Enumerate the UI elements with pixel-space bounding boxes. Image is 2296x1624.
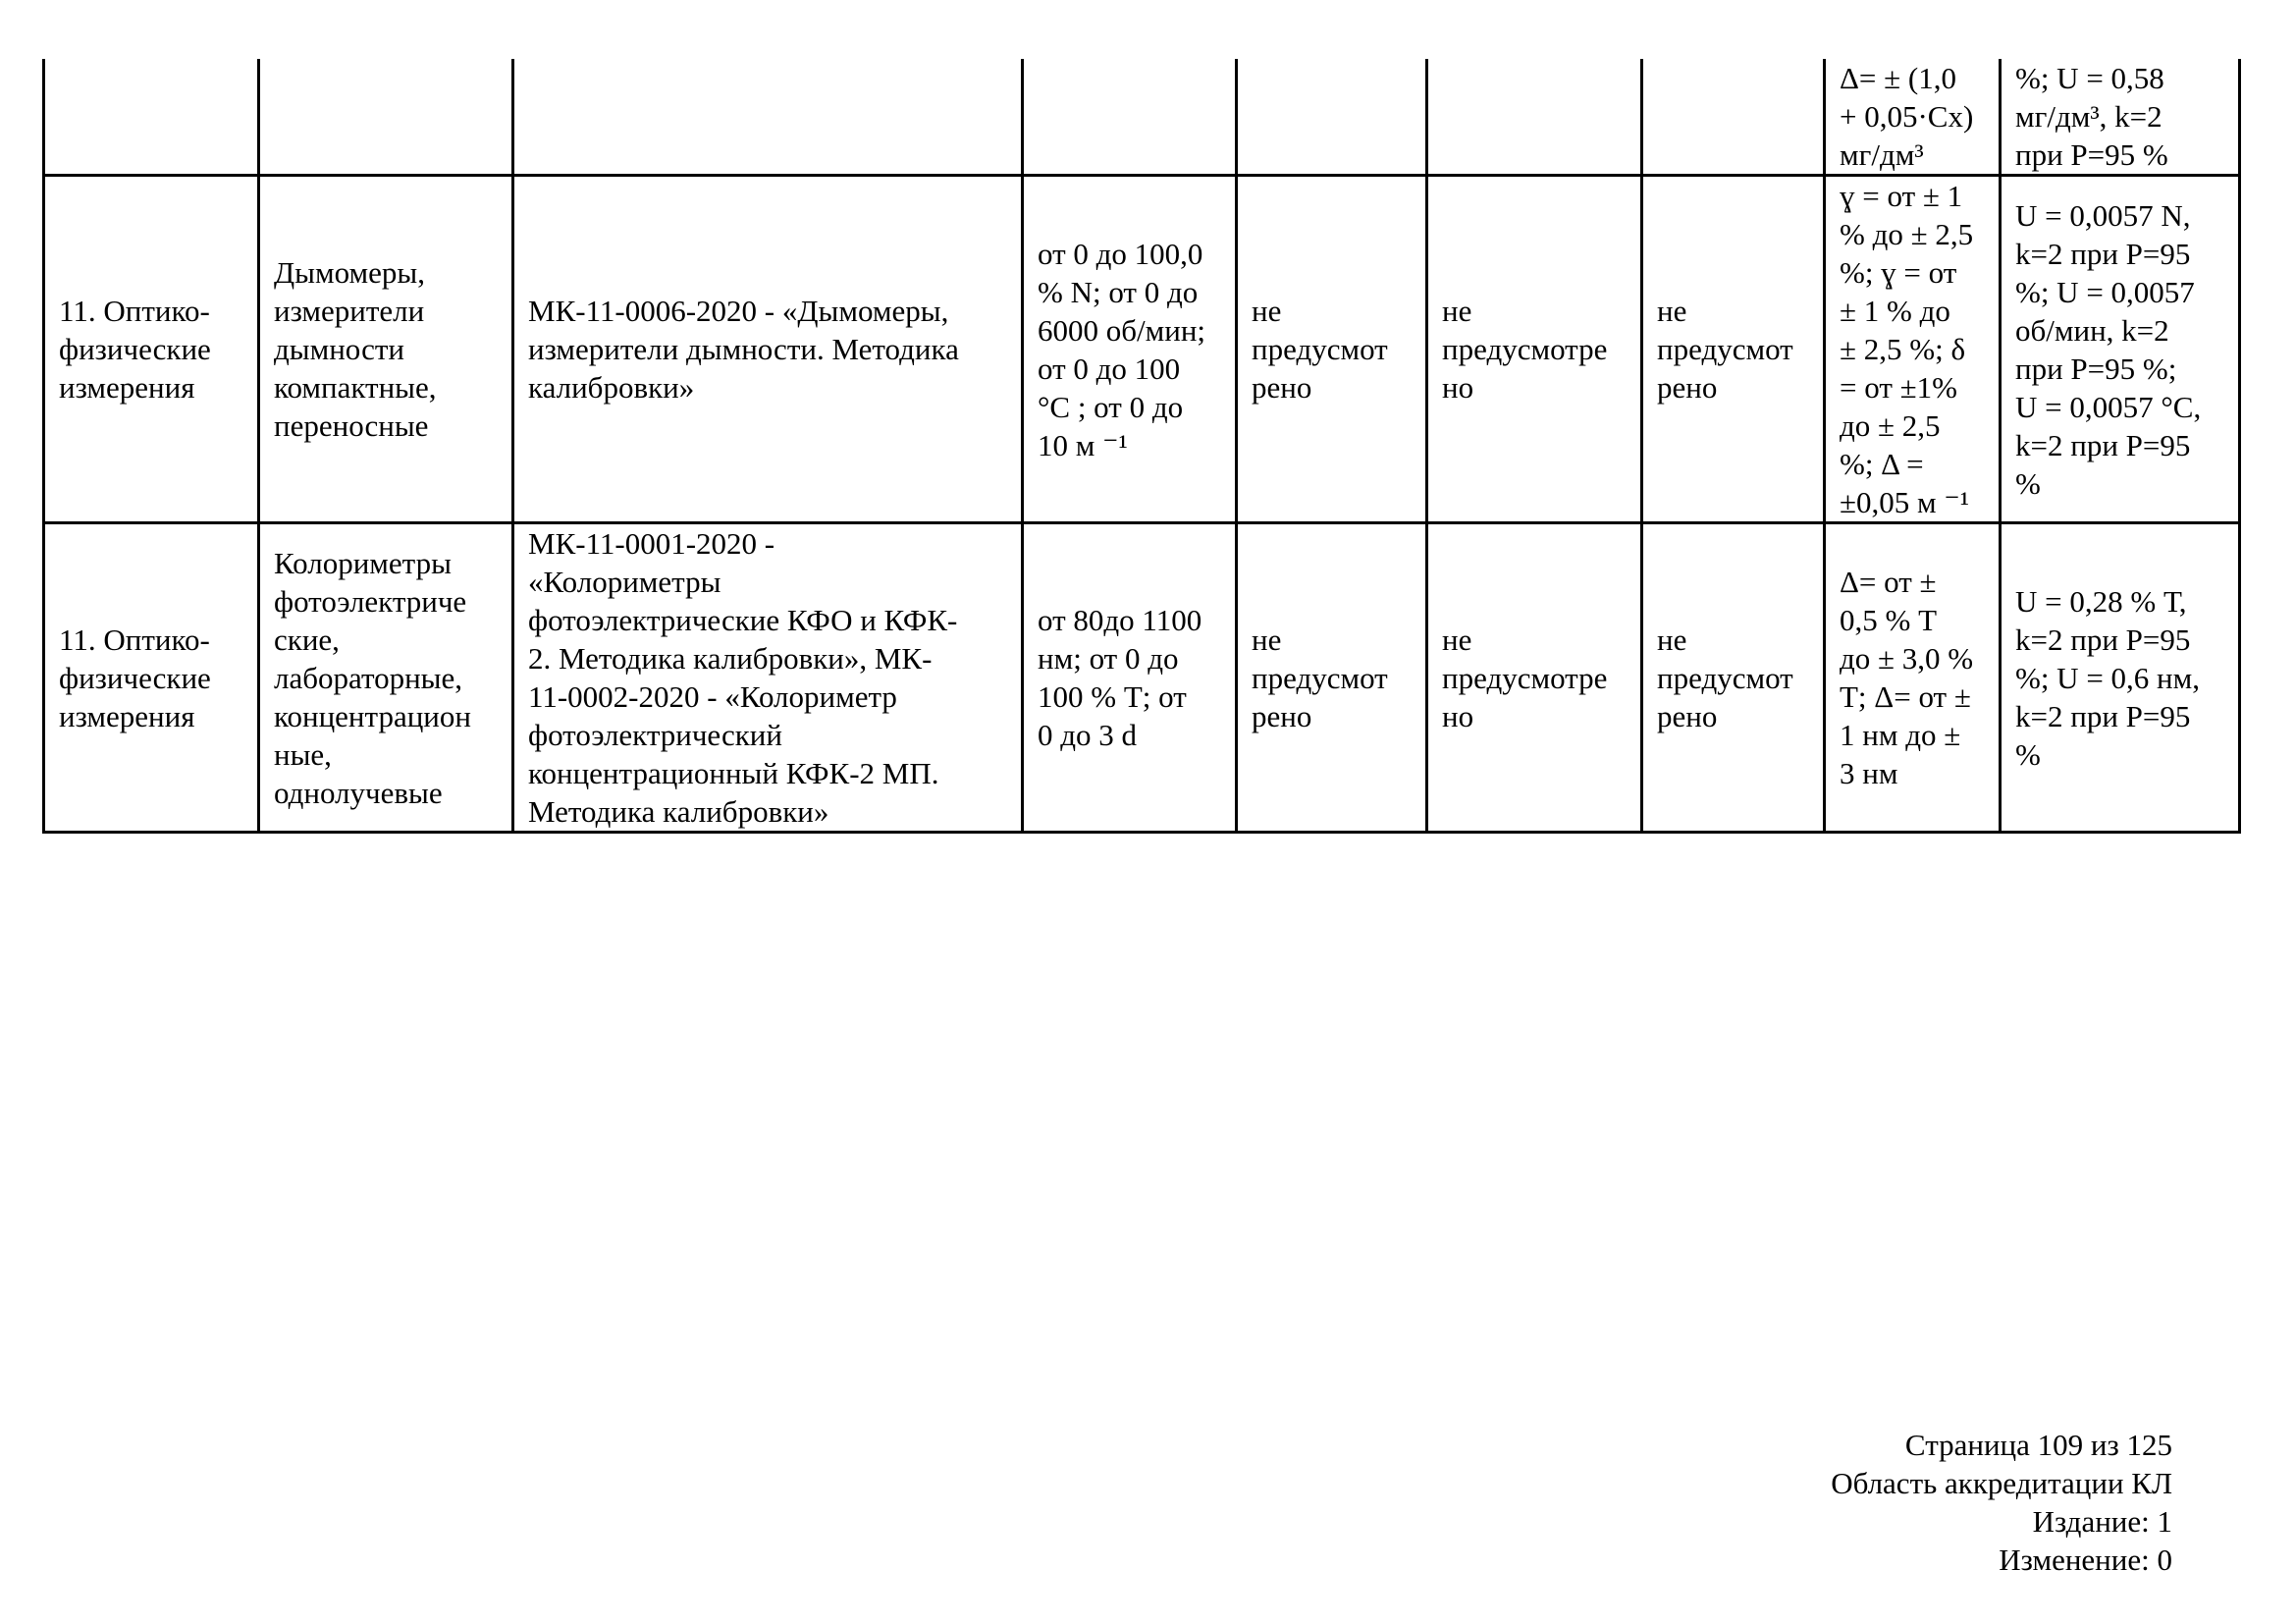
uncertainty-cell xyxy=(2001,523,2240,833)
column-6-cell xyxy=(1427,59,1642,176)
range-text: от 80до 1100 нм; от 0 до 100 % Т; от 0 до 3 d xyxy=(1038,603,1202,752)
column-5-text: не предусмот рено xyxy=(1252,622,1388,733)
uncertainty-text: U = 0,28 % Т, k=2 при Р=95 %; U = 0,6 нм, k=2 при Р=95 % xyxy=(2015,583,2201,772)
table-row-continued xyxy=(44,59,2240,176)
range-cell xyxy=(1023,59,1237,176)
instrument-text: Колориметры фотоэлектриче ские, лабораторные, концентрацион ные, однолучевые xyxy=(274,545,471,810)
uncertainty-cell xyxy=(2001,59,2240,176)
method-text: МК-11-0006-2020 - «Дымомеры, измерители дымности. Методика калибровки» xyxy=(528,294,959,405)
field-cell xyxy=(44,59,259,176)
uncertainty-text: U = 0,0057 N, k=2 при Р=95 %; U = 0,0057 об/мин, k=2 при Р=95 %; U = 0,0057 °С, k=2 при Р=95 % xyxy=(2015,197,2202,501)
revision-label: Изменение: 0 xyxy=(1999,1543,2172,1577)
error-limits-text: ɣ = от ± 1 % до ± 2,5 %; ɣ = от ± 1 % до ± 2,5 %; δ = от ±1% до ± 2,5 %; Δ = ±0,05 м ⁻¹ xyxy=(1840,179,1974,519)
range-cell xyxy=(1023,523,1237,833)
column-6-cell xyxy=(1427,523,1642,833)
field-cell xyxy=(44,523,259,833)
table-row xyxy=(44,176,2240,523)
instrument-cell xyxy=(259,59,513,176)
page-number: Страница 109 из 125 xyxy=(1904,1428,2172,1462)
column-5-cell xyxy=(1237,523,1427,833)
accreditation-scope-label: Область аккредитации КЛ xyxy=(1831,1466,2172,1500)
range-text: от 0 до 100,0 % N; от 0 до 6000 об/мин; от 0 до 100 °С ; от 0 до 10 м ⁻¹ xyxy=(1038,236,1206,462)
uncertainty-cell xyxy=(2001,176,2240,523)
column-5-cell xyxy=(1237,176,1427,523)
column-7-cell xyxy=(1642,523,1825,833)
instrument-cell xyxy=(259,523,513,833)
field-cell xyxy=(44,176,259,523)
error-limits-text: Δ= ± (1,0 + 0,05·Сх) мг/дм³ xyxy=(1840,61,1974,172)
field-text: 11. Оптико- физические измерения xyxy=(59,294,211,405)
edition-label: Издание: 1 xyxy=(2032,1504,2172,1539)
column-7-cell xyxy=(1642,59,1825,176)
column-6-text: не предусмотре но xyxy=(1442,622,1608,733)
uncertainty-text: %; U = 0,58 мг/дм³, k=2 при Р=95 % xyxy=(2015,61,2168,172)
error-limits-cell xyxy=(1825,176,2001,523)
method-cell xyxy=(513,176,1023,523)
column-5-cell xyxy=(1237,59,1427,176)
field-text: 11. Оптико- физические измерения xyxy=(59,622,211,733)
page-footer xyxy=(1831,1426,2172,1579)
column-6-cell xyxy=(1427,176,1642,523)
accreditation-table xyxy=(42,59,2241,834)
column-7-text: не предусмот рено xyxy=(1657,294,1793,405)
column-6-text: не предусмотре но xyxy=(1442,294,1608,405)
method-cell xyxy=(513,523,1023,833)
column-7-text: не предусмот рено xyxy=(1657,622,1793,733)
table-row xyxy=(44,523,2240,833)
instrument-cell xyxy=(259,176,513,523)
error-limits-cell xyxy=(1825,523,2001,833)
column-5-text: не предусмот рено xyxy=(1252,294,1388,405)
range-cell xyxy=(1023,176,1237,523)
instrument-text: Дымомеры, измерители дымности компактные, переносные xyxy=(274,255,437,443)
error-limits-text: Δ= от ± 0,5 % Т до ± 3,0 % Т; Δ= от ± 1 нм до ± 3 нм xyxy=(1840,565,1974,790)
column-7-cell xyxy=(1642,176,1825,523)
method-text: МК-11-0001-2020 - «Колориметры фотоэлектрические КФО и КФК- 2. Методика калибровки», МК- 11-0002-2020 - «Колориметр фотоэлектрический концентрационный КФК-2 МП. Методика калибровки» xyxy=(528,526,958,829)
error-limits-cell xyxy=(1825,59,2001,176)
method-cell xyxy=(513,59,1023,176)
